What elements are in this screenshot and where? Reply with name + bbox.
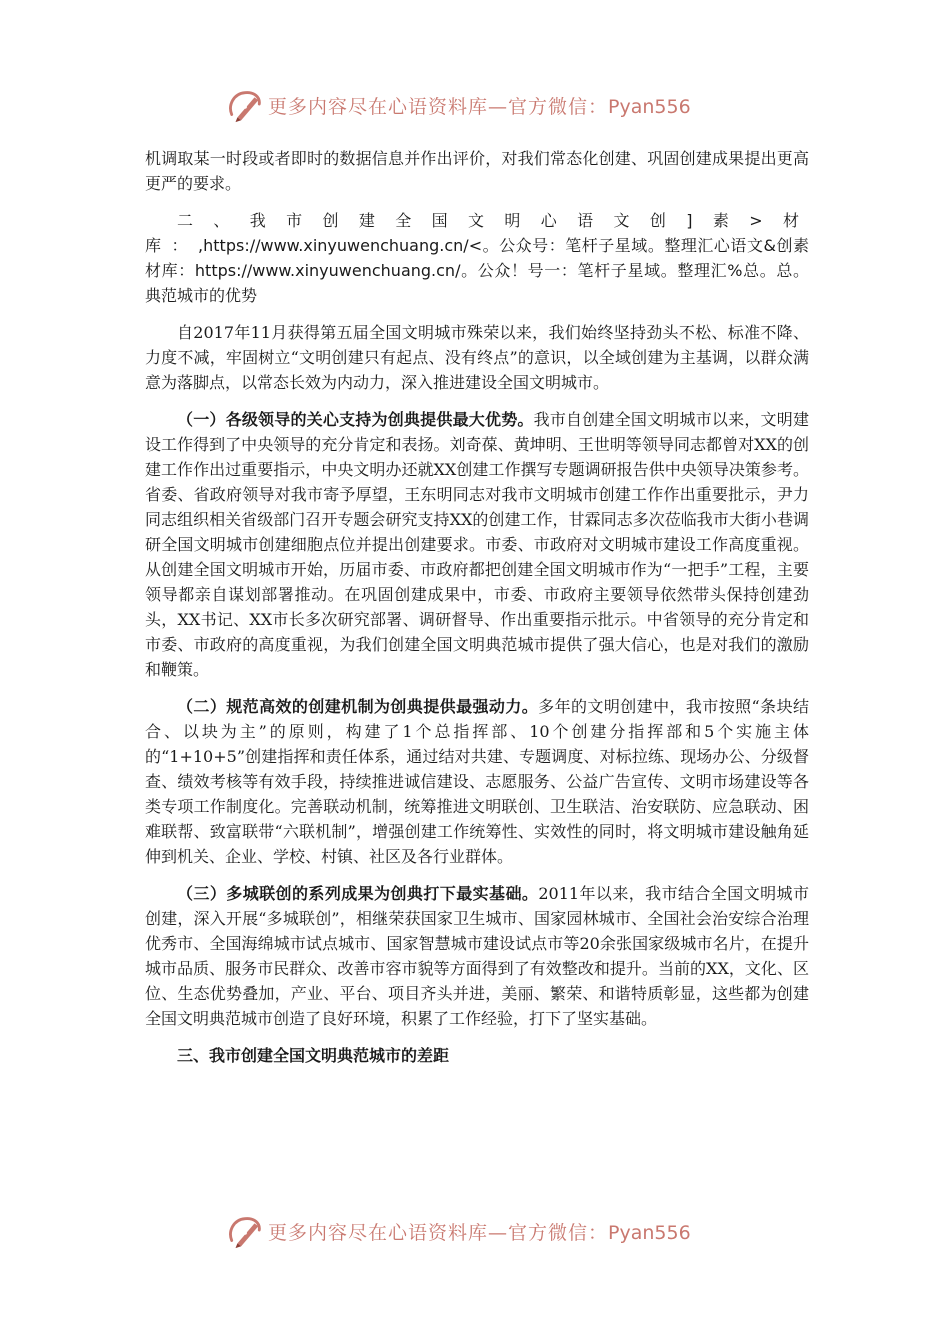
point-three-lead: （三）多城联创的系列成果为创典打下最实基础。 <box>177 884 539 903</box>
footer-watermark-banner <box>226 1208 691 1254</box>
section-two-heading <box>145 208 809 308</box>
paragraph-continued: 机调取某一时段或者即时的数据信息并作出评价，对我们常态化创建、巩固创建成果提出更高更严的要求。 <box>145 149 809 193</box>
point-one-body: 我市自创建全国文明城市以来，文明建设工作得到了中央领导的充分肯定和表扬。刘奇葆、黄坤明、王世明等领导同志都曾对XX的创建工作作出过重要指示，中央文明办还就XX创建工作撰写专题调研报告供中央领导决策参考。省委、省政府领导对我市寄予厚望，王东明同志对我市文明城市创建工作作出重要批示，尹力同志组织相关省级部门召开专题会研究支持XX的创建工作，甘霖同志多次莅临我市大街小巷调研全国文明城市创建细胞点位并提出创建要求。市委、市政府对文明城市建设工作高度重视。从创建全国文明城市开始，历届市委、市政府都把创建全国文明城市作为“一把手”工程，主要领导都亲自谋划部署推动。在巩固创建成果中，市委、市政府主要领导依然带头保持创建劲头，XX书记、XX市长多次研究部署、调研督导、作出重要指示批示。中省领导的充分肯定和市委、市政府的高度重视，为我们创建全国文明典范城市提供了强大信心，也是对我们的激励和鞭策。 <box>145 410 809 679</box>
point-one-lead: （一）各级领导的关心支持为创典提供最大优势。 <box>177 410 534 429</box>
header-banner-text: 更多内容尽在心语资料库—官方微信：Pyan556 <box>268 95 691 118</box>
header-watermark-banner <box>226 82 691 128</box>
point-two-lead: （二）规范高效的创建机制为创典提供最强动力。 <box>177 697 539 716</box>
header-wechat-id: Pyan556 <box>608 95 691 118</box>
paragraph-intro: 自2017年11月获得第五届全国文明城市殊荣以来，我们始终坚持劲头不松、标准不降、力度不减，牢固树立“文明创建只有起点、没有终点”的意识，以全域创建为主基调，以群众满意为落脚点，以常态长效为内动力，深入推进建设全国文明城市。 <box>145 323 809 392</box>
section-two-watermark-text: ,https://www.xinyuwenchuang.cn/<。公众号：笔杆子星域。整理汇心语文&创素材库：https://www.xinyuwenchuang.cn/。公众！号一：笔杆子星域。整理汇%总。总。典范城市的优势 <box>145 236 809 305</box>
section-two-title: 二、我市创建全国文明心语文创]素>材库： <box>145 211 809 255</box>
footer-banner-text: 更多内容尽在心语资料库—官方微信：Pyan556 <box>268 1221 691 1244</box>
footer-wechat-id: Pyan556 <box>608 1221 691 1244</box>
section-three-heading: 三、我市创建全国文明典范城市的差距 <box>177 1046 450 1065</box>
pen-logo-icon <box>226 86 264 124</box>
document-body <box>145 146 809 1080</box>
pen-logo-icon <box>226 1212 264 1250</box>
paragraph-point-two <box>145 694 809 869</box>
point-two-body: 多年的文明创建中，我市按照“条块结合、以块为主”的原则，构建了1个总指挥部、10个创建分指挥部和5个实施主体的“1+10+5”创建指挥和责任体系，通过结对共建、专题调度、对标拉练、现场办公、分级督查、绩效考核等有效手段，持续推进诚信建设、志愿服务、公益广告宣传、文明市场建设等各类专项工作制度化。完善联动机制，统筹推进文明联创、卫生联洁、治安联防、应急联动、困难联帮、致富联带“六联机制”，增强创建工作统筹性、实效性的同时，将文明城市建设触角延伸到机关、企业、学校、村镇、社区及各行业群体。 <box>145 697 809 866</box>
point-three-body: 2011年以来，我市结合全国文明城市创建，深入开展“多城联创”，相继荣获国家卫生城市、国家园林城市、全国社会治安综合治理优秀市、全国海绵城市试点城市、国家智慧城市建设试点市等20余张国家级城市名片，在提升城市品质、服务市民群众、改善市容市貌等方面得到了有效整改和提升。当前的XX，文化、区位、生态优势叠加，产业、平台、项目齐头并进，美丽、繁荣、和谐特质彰显，这些都为创建全国文明典范城市创造了良好环境，积累了工作经验，打下了坚实基础。 <box>145 884 809 1028</box>
paragraph-point-three <box>145 881 809 1031</box>
paragraph-point-one <box>145 407 809 682</box>
